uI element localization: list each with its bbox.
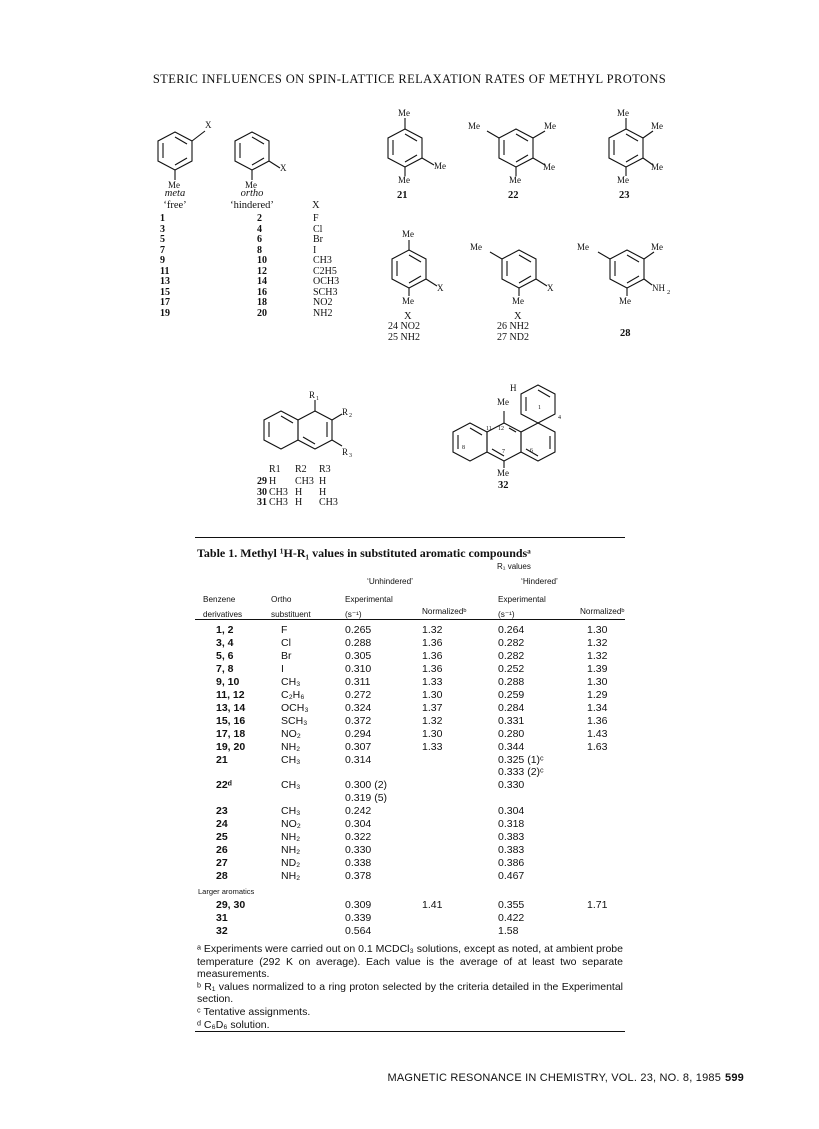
svg-text:Me: Me [434,161,446,171]
compound-24-25-list: 24 NO2 25 NH2 [388,321,420,343]
substituent-pair-row [160,277,360,288]
table-cell: Cl [281,636,291,649]
substituent-x: SCH3 [313,286,338,298]
table-cell: 22ᵈ [216,779,232,792]
table-cell: I [281,662,284,675]
substituent: H [319,486,327,498]
table-cell: 1.63 [587,740,608,753]
table-cell: 0.259 [498,688,525,701]
table-cell: 1.37 [422,701,443,714]
compound-24-25-structure [392,240,437,296]
compound-number: 13 [160,276,170,287]
table-cell: 5, 6 [216,649,234,662]
svg-text:Me: Me [402,229,414,239]
naphthalene-substituent-table [257,465,377,509]
journal-citation: MAGNETIC RESONANCE IN CHEMISTRY, VOL. 23, NO. 8, 1985 [387,1072,722,1084]
table-cell: CH₃ [281,753,301,766]
svg-text:X: X [280,163,287,173]
table-cell: 1.33 [422,740,443,753]
table-cell: CH₃ [281,779,301,792]
meta-free-label: meta ‘free’ [163,188,187,211]
svg-text:8: 8 [462,445,465,451]
table-cell: NO₂ [281,818,301,831]
page-footer [387,1072,744,1084]
table-cell: 17, 18 [216,727,246,740]
table-cell: 26 [216,844,228,857]
compound-28-number: 28 [620,328,631,339]
svg-text:Me: Me [497,468,509,478]
svg-text:Me: Me [651,121,663,131]
substituent-pair-row [160,235,360,246]
substituent-pair-row [160,256,360,267]
substituent-pairs [160,214,360,319]
compound-22-structure [487,129,545,176]
ortho-substituent-header: Ortho substituent [271,595,311,619]
table-cell: 1.34 [587,701,608,714]
substituent: CH3 [319,497,338,508]
r1-values-header: R₁ values [497,562,531,571]
svg-text:X: X [547,283,554,293]
table-cell: 1.32 [422,624,443,636]
table-cell: 1.32 [422,714,443,727]
table-cell: 1.29 [587,688,608,701]
compound-28-structure [598,250,654,296]
table-cell: 1.41 [422,899,443,911]
structures-figure [0,0,819,530]
compound-number: 12 [257,265,267,277]
svg-text:R: R [342,407,349,417]
compound-number: 2 [257,213,262,224]
footnote-a: ᵃ Experiments were carried out on 0.1 MCDCl₃ solutions, except as noted, at ambient probe temperature (292 K on average). Each value is the average of at least two separate measurements. [197,943,623,981]
svg-text:Me: Me [497,397,509,407]
svg-text:2: 2 [667,289,671,296]
compound-26-27-structure [490,250,547,296]
table-cell: 0.383 [498,831,525,844]
hindered-experimental-header: Experimental (s⁻¹) [498,595,546,619]
r-header: R2 [295,464,307,475]
table-cell: OCH₃ [281,701,309,714]
table-cell: 1.39 [587,662,608,675]
table-cell: 1.36 [422,636,443,649]
svg-text:Me: Me [468,121,480,131]
svg-text:Me: Me [168,180,180,190]
naphthalene-structure [264,400,342,449]
svg-text:Me: Me [577,242,589,252]
substituent-x: OCH3 [313,276,340,287]
svg-text:Me: Me [617,108,629,118]
table-cell: 0.282 [498,636,525,649]
table-cell: 1.71 [587,899,608,911]
benzene-derivatives-header: Benzene derivatives [203,595,243,619]
hindered-header: ‘Hindered’ [521,577,558,586]
table-cell: 0.338 [345,857,372,870]
unhindered-normalized-header: Normalizedᵇ [422,607,467,616]
table-cell: 1.30 [422,688,443,701]
table-cell: 1.33 [422,675,443,688]
compound-number: 8 [257,244,262,256]
compound-23-number: 23 [619,190,630,201]
x-label: X [205,120,212,130]
table-cell: 0.372 [345,714,372,727]
compound-number: 4 [257,223,262,235]
substituent: CH3 [295,476,314,487]
substituent-pair-row [160,298,360,309]
table-cell: Br [281,649,292,662]
table-cell: 0.265 [345,624,372,636]
compound-number: 11 [160,265,170,277]
table-cell: 0.264 [498,624,525,636]
table-cell: CH₃ [281,805,301,818]
table-cell: 0.288 [345,636,372,649]
table-cell: 0.339 [345,912,372,924]
svg-text:Me: Me [509,175,521,185]
table-cell: 0.294 [345,727,372,740]
table-cell: 19, 20 [216,740,246,753]
compound-number: 29 [257,476,267,487]
table-cell: 0.307 [345,740,372,753]
table-cell: 0.318 [498,818,525,831]
compound-number: 16 [257,286,267,298]
compound-22-number: 22 [508,190,519,201]
substituent-pair-row [160,309,360,320]
table-cell: 1.43 [587,727,608,740]
table-cell: 0.467 [498,870,525,883]
svg-text:Me: Me [512,296,524,306]
table-cell: 0.331 [498,714,525,727]
ortho-tolyl-structure [235,132,280,180]
table-cell: 1.58 [498,925,519,937]
table-cell: 0.325 (1)ᶜ [498,753,544,766]
header-rule [195,619,625,620]
compound-number: 15 [160,286,170,298]
table-cell: 21 [216,753,228,766]
table-cell: 1.30 [422,727,443,740]
compound-number: 7 [160,244,165,256]
compound-number: 3 [160,223,165,235]
substituent-pair-row [160,214,360,225]
table-cell: NH₂ [281,740,301,753]
compound-number: 5 [160,234,165,245]
compound-number: 17 [160,297,170,308]
compound-number: 18 [257,297,267,308]
table-cell: 9, 10 [216,675,240,688]
table-cell: 32 [216,925,228,937]
svg-text:Me: Me [402,296,414,306]
table-cell: 15, 16 [216,714,246,727]
table-cell: 0.386 [498,857,525,870]
table-top-rule [195,537,625,538]
table-cell: 0.344 [498,740,525,753]
svg-text:R: R [342,447,349,457]
footnote-c: ᶜ Tentative assignments. [197,1005,311,1018]
page-number: 599 [725,1072,744,1084]
table-cell: NH₂ [281,844,301,857]
compound-26-27-list: 26 NH2 27 ND2 [497,321,529,343]
substituent-x: NO2 [313,297,333,308]
hindered-normalized-header: Normalizedᵇ [580,607,625,616]
svg-text:12: 12 [498,426,504,432]
svg-text:R: R [309,390,316,400]
x-column-label: X [312,200,320,211]
svg-text:4: 4 [558,415,561,421]
x-label: X [404,311,412,322]
compound-32-number: 32 [498,480,509,491]
table-cell: 0.314 [345,753,372,766]
substituent-x: F [313,213,319,224]
r-header: R1 [269,464,281,475]
table-cell: 0.252 [498,662,525,675]
table-cell: 27 [216,857,228,870]
compound-number: 19 [160,307,170,319]
table-cell: 0.272 [345,688,372,701]
substituent-x: Br [313,234,323,245]
table-cell: SCH₃ [281,714,308,727]
svg-text:X: X [437,283,444,293]
compound-number: 9 [160,255,165,266]
table-cell: 11, 12 [216,688,245,701]
table-cell: 23 [216,805,228,818]
r-header: R3 [319,464,331,475]
table-cell: 25 [216,831,228,844]
table-cell: ND₂ [281,857,301,870]
svg-text:2: 2 [349,413,352,419]
svg-text:Me: Me [398,175,410,185]
substituent: CH3 [269,486,288,498]
substituent: H [295,486,303,498]
substituent-x: C2H5 [313,265,337,277]
svg-text:Me: Me [617,175,629,185]
naphthalene-row [257,477,377,488]
table-cell: 1.32 [587,649,608,662]
table-cell: 0.322 [345,831,372,844]
compound-21-structure [388,118,434,176]
table-cell: 0.280 [498,727,525,740]
table-cell: NH₂ [281,870,301,883]
table-cell: 0.330 [498,779,525,792]
footnote-d: ᵈ C₆D₆ solution. [197,1018,270,1031]
table-cell: 1, 2 [216,624,234,636]
table-cell: 1.36 [422,662,443,675]
substituent: H [319,476,327,487]
table-cell: 0.310 [345,662,372,675]
table-cell: 0.282 [498,649,525,662]
footnotes [197,943,623,1031]
substituent-x: CH3 [313,255,332,266]
svg-text:H: H [510,383,517,393]
unhindered-experimental-header: Experimental (s⁻¹) [345,595,393,619]
table-cell: 0.309 [345,899,372,911]
table-cell: 0.564 [345,925,372,937]
table-cell: 0.311 [345,675,371,688]
x-label: X [514,311,522,322]
svg-text:NH: NH [652,283,665,293]
table-cell: 7, 8 [216,662,234,675]
footnote-b: ᵇ R₁ values normalized to a ring proton selected by the criteria detailed in the Experimental section. [197,980,623,1006]
substituent: CH3 [269,497,288,508]
table-cell: 0.304 [345,818,372,831]
ortho-hindered-label: ortho ‘hindered’ [230,188,274,211]
compound-number: 14 [257,276,267,287]
svg-text:Me: Me [245,180,257,190]
table-cell: 0.378 [345,870,372,883]
compound-23-structure [609,118,653,176]
table-cell: 0.304 [498,805,525,818]
table-cell: 1.32 [587,636,608,649]
svg-text:1: 1 [538,405,541,411]
svg-text:1: 1 [316,396,319,402]
table-cell: 31 [216,912,228,924]
table-cell: 13, 14 [216,701,246,714]
table-cell: 3, 4 [216,636,234,649]
compound-number: 10 [257,255,267,266]
table-cell: 0.242 [345,805,372,818]
table-cell: F [281,624,288,636]
table-cell: 0.324 [345,701,372,714]
substituent-x: I [313,244,317,256]
svg-text:7: 7 [502,449,505,455]
svg-text:6: 6 [530,448,533,454]
substituent: H [295,497,303,508]
table-cell: C₂H₆ [281,688,305,701]
svg-text:3: 3 [349,453,352,459]
svg-text:11: 11 [486,426,492,432]
svg-text:Me: Me [398,108,410,118]
table-cell: NH₂ [281,831,301,844]
table-cell: 0.383 [498,844,525,857]
table-cell: 1.30 [587,675,608,688]
table-cell: 1.36 [587,714,608,727]
table-cell: 0.422 [498,912,525,924]
table-cell: 0.284 [498,701,525,714]
table-caption: Table 1. Methyl ¹H-R₁ values in substituted aromatic compoundsᵃ [197,546,531,560]
compound-number: 20 [257,307,267,319]
table-cell: 28 [216,870,228,883]
table-cell: 0.330 [345,844,372,857]
table-bottom-rule [195,1031,625,1032]
larger-aromatics-label: Larger aromatics [198,887,255,896]
table-cell: NO₂ [281,727,301,740]
table-cell: 0.300 (2) [345,779,388,792]
table-cell: 0.305 [345,649,372,662]
compound-number: 31 [257,497,267,508]
meta-tolyl-structure [158,131,205,180]
substituent-x: Cl [313,223,323,235]
table-cell: 24 [216,818,228,831]
table-cell: 1.36 [422,649,443,662]
table-cell: 0.333 (2)ᶜ [498,766,544,779]
compound-number: 6 [257,234,262,245]
svg-text:Me: Me [619,296,631,306]
svg-text:Me: Me [470,242,482,252]
svg-text:Me: Me [651,162,663,172]
svg-text:Me: Me [651,242,663,252]
substituent-x: NH2 [313,307,333,319]
unhindered-header: ‘Unhindered’ [367,577,413,586]
substituent: H [269,476,277,487]
table-cell: CH₃ [281,675,301,688]
compound-number: 1 [160,213,165,224]
naphthalene-row [257,498,377,509]
svg-text:Me: Me [544,121,556,131]
running-head: STERIC INFLUENCES ON SPIN-LATTICE RELAXATION RATES OF METHYL PROTONS [152,72,667,86]
table-cell: 0.319 (5) [345,792,388,805]
table-cell: 1.30 [587,624,608,636]
compound-number: 30 [257,486,267,498]
table-cell: 0.355 [498,899,525,911]
table-cell: 0.288 [498,675,525,688]
table-cell: 29, 30 [216,899,246,911]
svg-text:Me: Me [543,162,555,172]
compound-21-number: 21 [397,190,408,201]
